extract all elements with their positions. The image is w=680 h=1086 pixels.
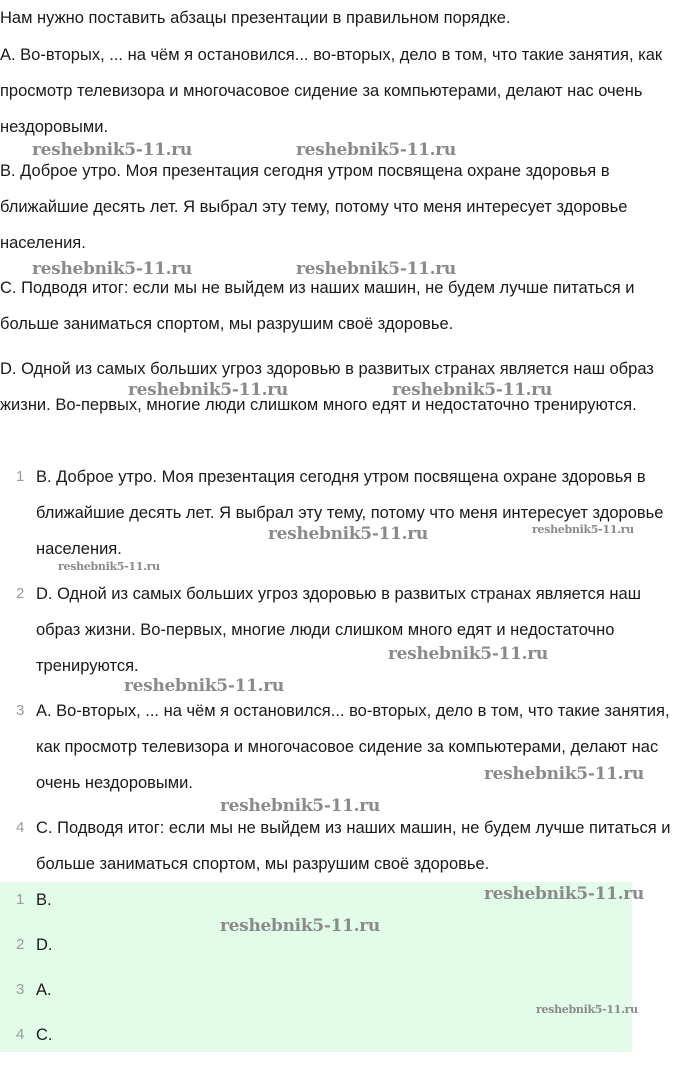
list-item-text: C. Подводя итог: если мы не выйдем из наших машин, не будем лучше питаться и больше заниматься спортом, мы разрушим своё здоровье.: [36, 819, 671, 873]
answer-row: [0, 1017, 632, 1053]
paragraph-b: B. Доброе утро. Моя презентация сегодня утром посвящена охране здоровья в ближайшие десять лет. Я выбрал эту тему, потому что меня интересует здоровье населения.: [0, 162, 628, 252]
watermark: reshebnik5-11.ru: [484, 764, 644, 784]
list-number: 3: [16, 702, 25, 719]
watermark: reshebnik5-11.ru: [58, 560, 160, 573]
watermark: reshebnik5-11.ru: [296, 140, 456, 160]
watermark: reshebnik5-11.ru: [484, 884, 644, 904]
answer-number: 3: [16, 981, 25, 998]
watermark: reshebnik5-11.ru: [128, 380, 288, 400]
list-item-text: B. Доброе утро. Моя презентация сегодня утром посвящена охране здоровья в ближайшие десять лет. Я выбрал эту тему, потому что меня интересует здоровье населения.: [36, 468, 664, 558]
list-number: 1: [16, 468, 25, 485]
watermark: reshebnik5-11.ru: [296, 259, 456, 279]
watermark: reshebnik5-11.ru: [32, 140, 192, 160]
watermark: reshebnik5-11.ru: [220, 796, 380, 816]
watermark: reshebnik5-11.ru: [220, 916, 380, 936]
watermark: reshebnik5-11.ru: [124, 676, 284, 696]
list-number: 4: [16, 819, 25, 836]
list-item-text: D. Одной из самых больших угроз здоровью в развитых странах является наш образ жизни. Во-первых, многие люди слишком много едят и недостаточно тренируются.: [36, 585, 641, 675]
task-text: Нам нужно поставить абзацы презентации в правильном порядке.: [0, 9, 511, 27]
paragraph-c: C. Подводя итог: если мы не выйдем из наших машин, не будем лучше питаться и больше заниматься спортом, мы разрушим своё здоровье.: [0, 279, 635, 333]
answer-letter: C.: [36, 1026, 53, 1044]
answer-letter: D.: [36, 936, 53, 954]
answer-number: 1: [16, 891, 25, 908]
list-item-text: A. Во-вторых, ... на чём я остановился... во-вторых, дело в том, что такие занятия, как просмотр телевизора и многочасовое сидение за компьютерами, делают нас очень нездоровыми.: [36, 702, 670, 792]
watermark: reshebnik5-11.ru: [392, 380, 552, 400]
watermark: reshebnik5-11.ru: [32, 259, 192, 279]
answer-letter: A.: [36, 981, 52, 999]
watermark: reshebnik5-11.ru: [532, 523, 634, 536]
watermark: reshebnik5-11.ru: [268, 524, 428, 544]
list-number: 2: [16, 585, 25, 602]
paragraph-a: A. Во-вторых, ... на чём я остановился... во-вторых, дело в том, что такие занятия, как просмотр телевизора и многочасовое сидение за компьютерами, делают нас очень нездоровыми.: [0, 46, 663, 136]
watermark: reshebnik5-11.ru: [536, 1003, 638, 1016]
answer-letter: B.: [36, 891, 52, 909]
answer-number: 4: [16, 1026, 25, 1043]
paragraph-d: D. Одной из самых больших угроз здоровью в развитых странах является наш образ жизни. Во-первых, многие люди слишком много едят и недостаточно тренируются.: [0, 360, 654, 414]
answer-number: 2: [16, 936, 25, 953]
answer-box: [0, 882, 632, 1052]
watermark: reshebnik5-11.ru: [388, 644, 548, 664]
